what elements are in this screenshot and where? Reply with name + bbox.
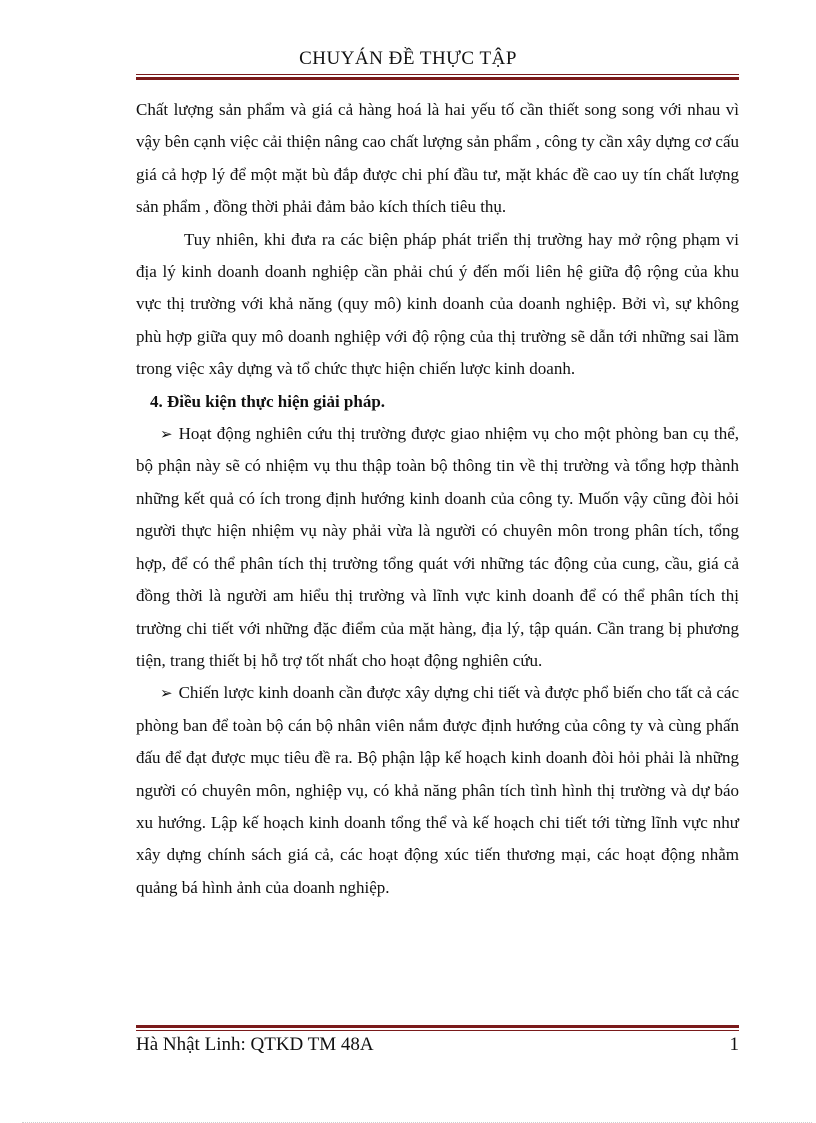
page-footer — [136, 1034, 739, 1060]
header-rule-thin — [136, 74, 739, 75]
footer-rule-thin — [136, 1030, 739, 1031]
bullet-paragraph-2 — [136, 677, 739, 904]
page-header-title: CHUYÁN ĐỀ THỰC TẬP — [299, 48, 517, 69]
header-rule-thick — [136, 77, 739, 80]
bullet-text-1: Hoạt động nghiên cứu thị trường được giao nhiệm vụ cho một phòng ban cụ thể, bộ phận này sẽ có nhiệm vụ thu thập toàn bộ thông tin về thị trường và tổng hợp thành những kết quả có ích trong định hướng kinh doanh của công ty. Muốn vậy cũng đòi hỏi người thực hiện nhiệm vụ này phải vừa là người có chuyên môn trong phân tích, tổng hợp, để có thể phân tích thị trường tổng quát với những tác động của cung, cầu, giá cả đồng thời là người am hiểu thị trường và lĩnh vực kinh doanh để có thể phân tích thị trường chi tiết với những đặc điểm của mặt hàng, địa lý, tập quán. Cần trang bị phương tiện, trang thiết bị hỗ trợ tốt nhất cho hoạt động nghiên cứu. — [136, 424, 739, 670]
bullet-paragraph-1 — [136, 418, 739, 677]
paragraph-2: Tuy nhiên, khi đưa ra các biện pháp phát triển thị trường hay mở rộng phạm vi địa lý kinh doanh doanh nghiệp cần phải chú ý đến mối liên hệ giữa độ rộng của khu vực thị trường với khả năng (quy mô) kinh doanh của doanh nghiệp. Bởi vì, sự không phù hợp giữa quy mô doanh nghiệp với độ rộng của thị trường sẽ dẫn tới những sai lầm trong việc xây dựng và tổ chức thực hiện chiến lược kinh doanh. — [136, 229, 739, 379]
page-number: 1 — [729, 1034, 739, 1055]
paragraph-1: Chất lượng sản phẩm và giá cả hàng hoá là hai yếu tố cần thiết song song với nhau vì vậy bên cạnh việc cải thiện nâng cao chất lượng sản phẩm , công ty cần xây dựng cơ cấu giá cả hợp lý để một mặt bù đắp được chi phí đầu tư, mặt khác đề cao uy tín chất lượng sản phẩm , đồng thời phải đảm bảo kích thích tiêu thụ. — [136, 100, 739, 217]
section-heading: 4. Điều kiện thực hiện giải pháp. — [150, 391, 386, 411]
arrow-bullet-icon: ➢ — [160, 425, 173, 444]
footer-author: Hà Nhật Linh: QTKD TM 48A — [136, 1034, 374, 1055]
arrow-bullet-icon: ➢ — [160, 684, 173, 703]
bullet-text-2: Chiến lược kinh doanh cần được xây dựng chi tiết và được phổ biến cho tất cả các phòng ban để toàn bộ cán bộ nhân viên nắm được định hướng của công ty và cùng phấn đấu để đạt được mục tiêu đề ra. Bộ phận lập kế hoạch kinh doanh đòi hỏi phải là những người có chuyên môn, nghiệp vụ, có khả năng phân tích tình hình thị trường và dự báo xu hướng. Lập kế hoạch kinh doanh tổng thể và kế hoạch chi tiết tới từng lĩnh vực như xây dựng chính sách giá cả, các hoạt động xúc tiến thương mại, các hoạt động nhằm quảng bá hình ảnh của doanh nghiệp. — [136, 683, 739, 897]
document-body — [136, 94, 739, 904]
footer-rule-thick — [136, 1025, 739, 1028]
